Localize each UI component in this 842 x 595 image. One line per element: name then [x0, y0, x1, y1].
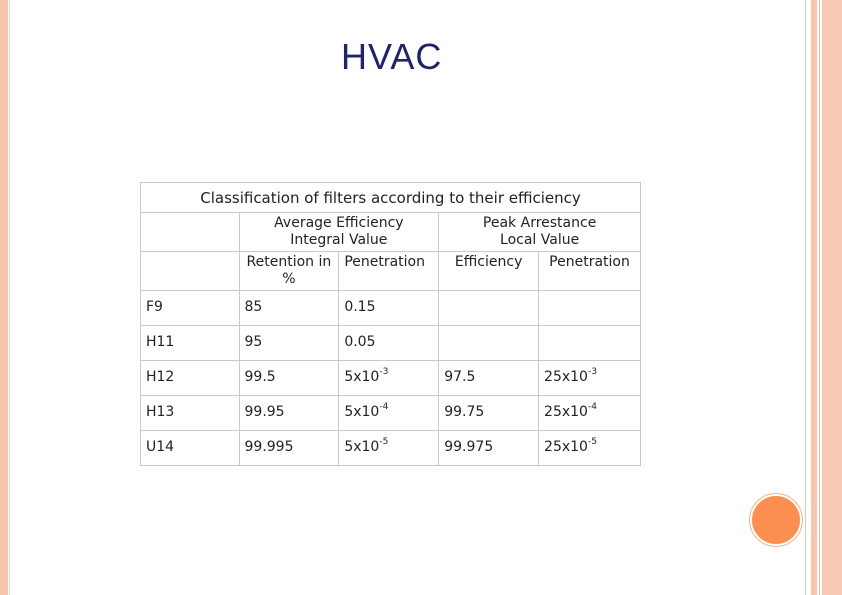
table-row — [141, 431, 641, 466]
cell-class: H11 — [141, 326, 240, 361]
group-header-average — [239, 213, 439, 252]
subheader-penetration: Penetration — [339, 252, 439, 291]
slide-border-left — [0, 0, 8, 595]
group-header-peak-line2: Local Value — [500, 232, 580, 248]
table-caption: Classification of filters according to their efficiency — [141, 183, 641, 213]
peak-penetration-exponent: -4 — [587, 402, 597, 412]
cell-class: H12 — [141, 361, 240, 396]
cell-peak-penetration — [539, 431, 641, 466]
cell-class: H13 — [141, 396, 240, 431]
slide-border-right-line-b — [819, 0, 820, 595]
cell-retention: 85 — [239, 291, 339, 326]
slide-title: HVAC — [341, 36, 443, 77]
subheader-retention: Retention in % — [239, 252, 339, 291]
penetration-value: 5x10 — [344, 439, 380, 455]
slide-border-left-line — [9, 0, 10, 595]
peak-penetration-exponent: -5 — [587, 437, 597, 447]
cell-penetration — [339, 361, 439, 396]
cell-penetration — [339, 291, 439, 326]
group-header-average-line1: Average Efficiency — [274, 215, 404, 231]
cell-class: U14 — [141, 431, 240, 466]
penetration-exponent: -5 — [379, 437, 389, 447]
slide-border-right-bar — [811, 0, 817, 595]
cell-penetration — [339, 326, 439, 361]
cell-penetration — [339, 396, 439, 431]
cell-retention: 99.995 — [239, 431, 339, 466]
cell-penetration — [339, 431, 439, 466]
cell-class: F9 — [141, 291, 240, 326]
cell-peak-penetration — [539, 326, 641, 361]
subheader-efficiency: Efficiency — [439, 252, 539, 291]
header-empty-cell — [141, 213, 240, 252]
cell-efficiency: 97.5 — [439, 361, 539, 396]
cell-peak-penetration — [539, 291, 641, 326]
subheader-empty-cell — [141, 252, 240, 291]
decorative-circle — [750, 494, 802, 546]
group-header-average-line2: Integral Value — [290, 232, 388, 248]
cell-retention: 95 — [239, 326, 339, 361]
peak-penetration-exponent: -3 — [587, 367, 597, 377]
table-row — [141, 396, 641, 431]
table-row — [141, 361, 641, 396]
cell-efficiency: 99.75 — [439, 396, 539, 431]
cell-efficiency — [439, 326, 539, 361]
slide-border-right-band — [822, 0, 842, 595]
penetration-exponent: -3 — [379, 367, 389, 377]
cell-efficiency: 99.975 — [439, 431, 539, 466]
group-header-peak — [439, 213, 641, 252]
filter-classification-table — [140, 182, 641, 466]
cell-peak-penetration — [539, 361, 641, 396]
table-row — [141, 326, 641, 361]
group-header-peak-line1: Peak Arrestance — [482, 215, 597, 231]
cell-retention: 99.5 — [239, 361, 339, 396]
cell-peak-penetration — [539, 396, 641, 431]
peak-penetration-value: 25x10 — [544, 439, 588, 455]
slide-border-right-line-a — [805, 0, 806, 595]
cell-retention: 99.95 — [239, 396, 339, 431]
subheader-peak-penetration: Penetration — [539, 252, 641, 291]
penetration-value: 5x10 — [344, 404, 380, 420]
penetration-value: 5x10 — [344, 369, 380, 385]
peak-penetration-value: 25x10 — [544, 404, 588, 420]
penetration-value: 0.15 — [344, 299, 376, 315]
table-row — [141, 291, 641, 326]
cell-efficiency — [439, 291, 539, 326]
penetration-exponent: -4 — [379, 402, 389, 412]
penetration-value: 0.05 — [344, 334, 376, 350]
peak-penetration-value: 25x10 — [544, 369, 588, 385]
